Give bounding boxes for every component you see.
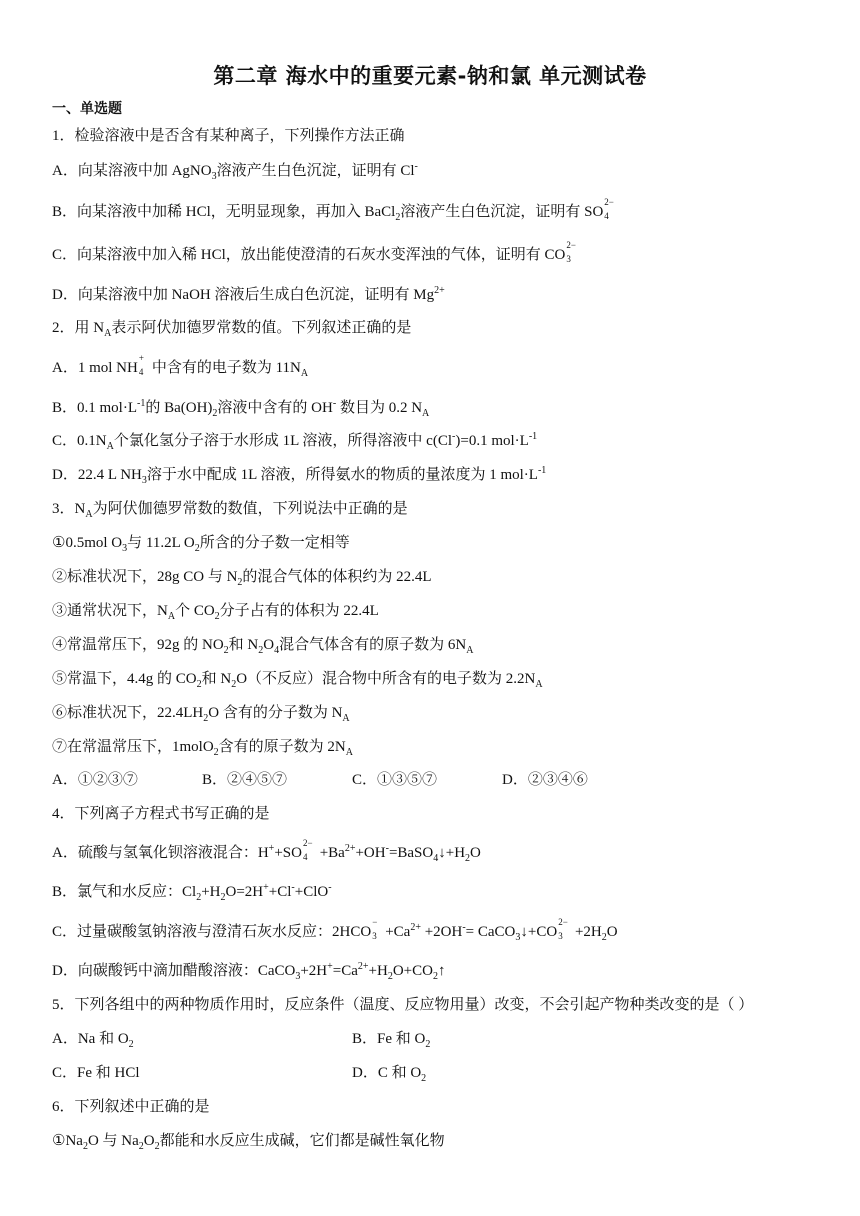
q1-stem: 1．检验溶液中是否含有某种离子，下列操作方法正确 bbox=[52, 128, 405, 144]
q4-stem: 4．下列离子方程式书写正确的是 bbox=[52, 806, 270, 822]
q1-option-b: B．向某溶液中加稀 HCl，无明显现象，再加入 BaCl$_2$溶液产生白色沉淀，证明有 SO 2− 4 bbox=[52, 197, 614, 223]
q3-option-a: A．①②③⑦ bbox=[52, 772, 138, 788]
q2-option-d: D．22.4 L $NH_3$溶于水中配成 1L 溶液，所得氨水的物质的量浓度为 1 $mol\cdot L^{-1}$ bbox=[52, 465, 547, 486]
page-title: 第二章 海水中的重要元素-钠和氯 单元测试卷 bbox=[213, 64, 647, 88]
q3-statement-4: ④常温常压下，92g 的 $NO_2$和 $N_2O_4$混合气体含有的原子数为 $6N_A$ bbox=[52, 637, 474, 656]
q5-option-c: C．Fe 和 HCl bbox=[52, 1065, 140, 1081]
q1-option-c: C．向某溶液中加入稀 HCl，放出能使澄清的石灰水变浑浊的气体，证明有 CO 2− 3 bbox=[52, 240, 576, 264]
q3-option-b: B．②④⑤⑦ bbox=[202, 772, 288, 788]
q5-option-b: B．Fe 和 $O_2$ bbox=[352, 1031, 431, 1050]
q3-options bbox=[52, 770, 812, 790]
q4-option-c: C．过量碳酸氢钠溶液与澄清石灰水反应：2HCO − 3 $+Ca^{2+} +2OH^-=$ CaCO$_3$↓+CO 2− 3 $+2H_2O$ bbox=[52, 917, 618, 943]
q1-option-d: D．向某溶液中加 NaOH 溶液后生成白色沉淀，证明有 $Mg^{2+}$ bbox=[52, 285, 445, 303]
q5-options-row-1 bbox=[52, 1029, 812, 1049]
q3-statement-2: ②标准状况下，28g CO 与 $N_2$的混合气体的体积约为 22.4L bbox=[52, 569, 432, 588]
q2-option-a: A．1 mol NH + 4 中含有的电子数为 $11N_A$ bbox=[52, 353, 309, 379]
q3-statement-3: ③通常状况下，$N_A$个 $CO_2$分子占有的体积为 22.4L bbox=[52, 603, 379, 622]
q6-statement-1: $①Na_2O$ 与 $Na_2O_2$都能和水反应生成碱，它们都是碱性氧化物 bbox=[52, 1133, 445, 1152]
q2-option-c: C．$0.1N_A$个氯化氢分子溶于水形成 1L 溶液，所得溶液中 c(Cl-)=0.1 $mol\cdot L^{-1}$ bbox=[52, 431, 538, 452]
q5-option-a: A．Na 和 $O_2$ bbox=[52, 1031, 134, 1050]
q6-stem: 6．下列叙述中正确的是 bbox=[52, 1099, 210, 1115]
q3-option-c: C．①③⑤⑦ bbox=[352, 772, 438, 788]
q5-stem: 5．下列各组中的两种物质作用时，反应条件（温度、反应物用量）改变，不会引起产物种类改变的是（ ） bbox=[52, 997, 754, 1013]
q2-stem: 2．用 $N_A$表示阿伏加德罗常数的值。下列叙述正确的是 bbox=[52, 320, 412, 339]
q3-stem: 3．$N_A$为阿伏伽德罗常数的数值，下列说法中正确的是 bbox=[52, 501, 408, 520]
q3-statement-5: ⑤常温下，4.4g 的 $CO_2$和 $N_2O$（不反应）混合物中所含有的电子数为 $2.2N_A$ bbox=[52, 671, 543, 690]
q3-statement-1: ①0.5mol $O_3$与 11.2L $O_2$所含的分子数一定相等 bbox=[52, 535, 350, 554]
section-heading: 一、单选题 bbox=[52, 101, 122, 117]
q1-option-a: A．向某溶液中加 AgNO$_3$溶液产生白色沉淀，证明有 Cl- bbox=[52, 161, 418, 182]
q3-statement-6: ⑥标准状况下，$22.4LH_2O$ 含有的分子数为 $N_A$ bbox=[52, 705, 350, 724]
q3-statement-7: ⑦在常温常压下，1molO$_2$含有的原子数为 $2N_A$ bbox=[52, 739, 353, 758]
q2-option-b: B．0.1 $mol\cdot L^{-1}$的 $Ba(OH)_2$溶液中含有的 OH- 数目为 0.2 $N_A$ bbox=[52, 398, 430, 419]
q4-option-a: A．硫酸与氢氧化钡溶液混合：H++SO 2− 4 $+Ba^{2+}+OH^-=BaSO_4↓+H_2O$ bbox=[52, 838, 481, 864]
q5-option-d: D．C 和 $O_2$ bbox=[352, 1065, 427, 1084]
q3-option-d: D．②③④⑥ bbox=[502, 772, 588, 788]
q5-options-row-2 bbox=[52, 1063, 812, 1083]
q4-option-d: D．向碳酸钙中滴加醋酸溶液：$CaCO_3+2H^+=Ca^{2+}+H_2O+CO_2↑$ bbox=[52, 961, 446, 982]
q4-option-b: B．氯气和水反应：$Cl_2+H_2O=2H^++Cl^-+ClO^-$ bbox=[52, 882, 332, 903]
